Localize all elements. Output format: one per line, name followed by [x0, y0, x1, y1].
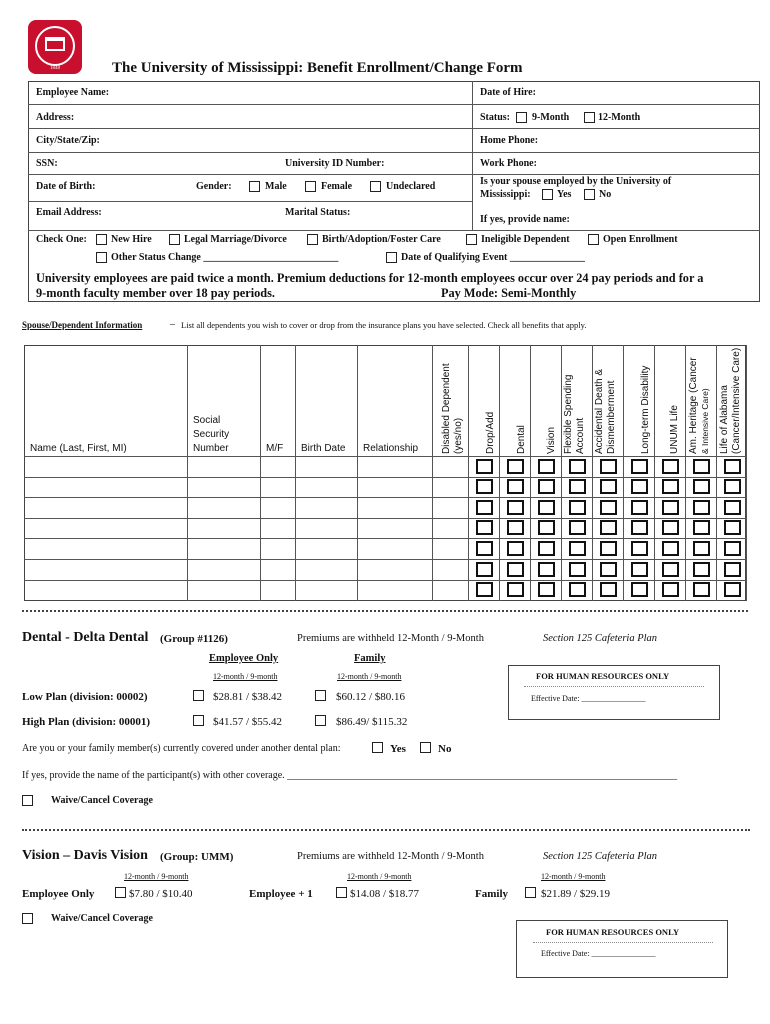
status-label: Status: — [480, 112, 511, 123]
vision-waive-checkbox[interactable] — [22, 913, 33, 924]
spouse-question-line1: Is your spouse employed by the University of — [480, 176, 672, 187]
benefit-checkbox[interactable] — [662, 582, 679, 597]
col-fsa-header-2: Account — [575, 417, 586, 454]
table-row-line — [24, 497, 746, 498]
col-ssn-header-2: Security — [193, 429, 230, 440]
table-col-line — [654, 345, 655, 601]
dental-hr-title: FOR HUMAN RESOURCES ONLY — [536, 671, 670, 681]
date-of-birth-label: Date of Birth: — [36, 181, 96, 192]
dental-group: (Group #1126) — [160, 633, 228, 645]
benefit-checkbox[interactable] — [724, 562, 741, 577]
benefit-checkbox[interactable] — [631, 582, 648, 597]
col-disabled-header-1: Disabled Dependent — [441, 363, 452, 454]
table-row-line — [24, 518, 746, 519]
pay-info-line1: University employees are paid twice a month. Premium deductions for 12-month employees occur over 24 pay periods and for a — [36, 271, 704, 285]
benefit-checkbox[interactable] — [538, 582, 555, 597]
table-col-line — [716, 345, 717, 601]
benefit-checkbox[interactable] — [693, 479, 710, 494]
benefit-checkbox[interactable] — [600, 541, 617, 556]
col-amh-header-1: Am. Heritage (Cancer — [688, 357, 699, 454]
benefit-checkbox[interactable] — [693, 459, 710, 474]
status-12month-checkbox[interactable] — [584, 112, 595, 123]
benefit-checkbox[interactable] — [631, 459, 648, 474]
benefit-checkbox[interactable] — [631, 479, 648, 494]
benefit-checkbox[interactable] — [662, 562, 679, 577]
col-add-header-2: Dismemberment — [606, 380, 617, 454]
benefit-checkbox[interactable] — [693, 562, 710, 577]
benefit-checkbox[interactable] — [724, 541, 741, 556]
dental-fam-period: 12-month / 9-month — [337, 672, 402, 681]
university-id-label: University ID Number: — [285, 158, 385, 169]
qualifying-event-checkbox[interactable] — [386, 252, 397, 263]
benefit-checkbox[interactable] — [600, 479, 617, 494]
dental-waive-label: Waive/Cancel Coverage — [51, 795, 153, 806]
pay-info-line2: 9-month faculty member over 18 pay periods. — [36, 286, 275, 300]
table-col-line — [530, 345, 531, 601]
benefit-checkbox[interactable] — [507, 459, 524, 474]
col-fsa-header-1: Flexible Spending — [563, 374, 574, 454]
benefit-checkbox[interactable] — [693, 500, 710, 515]
benefit-checkbox[interactable] — [538, 562, 555, 577]
dental-low-fam-price: $60.12 / $80.16 — [336, 691, 406, 703]
dental-high-fam-checkbox[interactable] — [315, 715, 326, 726]
birth-adoption-checkbox[interactable] — [307, 234, 318, 245]
table-col-line — [432, 345, 433, 601]
vision-emp-period: 12-month / 9-month — [124, 872, 189, 881]
vision-emp-price: $7.80 / $10.40 — [129, 888, 193, 900]
university-seal-logo — [28, 20, 82, 74]
benefit-checkbox[interactable] — [724, 479, 741, 494]
form-title: The University of Mississippi: Benefit Enrollment/Change Form — [112, 60, 523, 76]
benefit-checkbox[interactable] — [693, 582, 710, 597]
gender-female-checkbox[interactable] — [305, 181, 316, 192]
benefit-checkbox[interactable] — [600, 459, 617, 474]
email-label: Email Address: — [36, 207, 102, 218]
dental-low-fam-checkbox[interactable] — [315, 690, 326, 701]
table-col-line — [685, 345, 686, 601]
dental-high-fam-price: $86.49/ $115.32 — [336, 716, 408, 728]
spouse-name-label: If yes, provide name: — [480, 214, 570, 225]
benefit-checkbox[interactable] — [569, 479, 586, 494]
status-12month-label: 12-Month — [598, 112, 641, 123]
benefit-checkbox[interactable] — [538, 541, 555, 556]
table-col-line — [260, 345, 261, 601]
spouse-yes-checkbox[interactable] — [542, 189, 553, 200]
birth-adoption-label: Birth/Adoption/Foster Care — [322, 234, 441, 245]
table-row-line — [24, 580, 746, 581]
table-col-line — [187, 345, 188, 601]
benefit-checkbox[interactable] — [600, 520, 617, 535]
ineligible-dependent-label: Ineligible Dependent — [481, 234, 570, 245]
spouse-yes-label: Yes — [557, 189, 572, 200]
benefit-checkbox[interactable] — [631, 562, 648, 577]
qualifying-event-label[interactable]: Date of Qualifying Event _______________ — [401, 252, 585, 263]
spouse-question-line2: Mississippi: — [480, 189, 531, 200]
col-vision-header: Vision — [546, 426, 557, 454]
work-phone-label: Work Phone: — [480, 158, 537, 169]
col-ssn-header-1: Social — [193, 415, 221, 426]
col-amh-header-2: & Intensive Care) — [700, 388, 710, 454]
benefit-checkbox[interactable] — [724, 459, 741, 474]
gender-undeclared-label: Undeclared — [386, 181, 436, 192]
col-add-header-1: Accidental Death & — [594, 368, 605, 454]
benefit-checkbox[interactable] — [569, 541, 586, 556]
benefit-checkbox[interactable] — [600, 500, 617, 515]
dependent-heading-dash: – — [170, 319, 175, 330]
benefit-checkbox[interactable] — [662, 459, 679, 474]
other-status-checkbox[interactable] — [96, 252, 107, 263]
dependent-instructions: List all dependents you wish to cover or drop from the insurance plans you have selected. Check all benefits that apply. — [181, 320, 587, 330]
dental-effective-date[interactable]: Effective Date: ________________ — [531, 694, 646, 703]
table-col-line — [561, 345, 562, 601]
col-birth-header: Birth Date — [301, 443, 346, 454]
benefit-checkbox[interactable] — [631, 520, 648, 535]
gender-undeclared-checkbox[interactable] — [370, 181, 381, 192]
table-col-line — [295, 345, 296, 601]
benefit-checkbox[interactable] — [724, 582, 741, 597]
dental-other-no-label: No — [438, 743, 452, 755]
benefit-checkbox[interactable] — [693, 541, 710, 556]
benefit-checkbox[interactable] — [476, 459, 493, 474]
employee-name-label: Employee Name: — [36, 87, 110, 98]
benefit-checkbox[interactable] — [662, 520, 679, 535]
table-col-line — [357, 345, 358, 601]
vision-title: Vision – Davis Vision — [22, 848, 148, 863]
benefit-checkbox[interactable] — [662, 500, 679, 515]
benefit-checkbox[interactable] — [476, 520, 493, 535]
benefit-checkbox[interactable] — [476, 500, 493, 515]
benefit-checkbox[interactable] — [569, 520, 586, 535]
legal-marriage-label: Legal Marriage/Divorce — [184, 234, 287, 245]
dental-family-header: Family — [354, 653, 386, 664]
benefit-checkbox[interactable] — [476, 541, 493, 556]
pay-mode: Pay Mode: Semi-Monthly — [441, 286, 577, 300]
dental-low-emp-checkbox[interactable] — [193, 690, 204, 701]
benefit-checkbox[interactable] — [476, 562, 493, 577]
vision-employee-only-label: Employee Only — [22, 888, 95, 900]
vision-family-label: Family — [475, 888, 508, 900]
status-9month-checkbox[interactable] — [516, 112, 527, 123]
benefit-checkbox[interactable] — [507, 582, 524, 597]
col-ltd-header: Long-term Disability — [640, 365, 651, 454]
dental-title: Dental - Delta Dental — [22, 630, 149, 645]
benefit-checkbox[interactable] — [476, 479, 493, 494]
table-row-line — [24, 559, 746, 560]
table-col-line — [592, 345, 593, 601]
vision-family-checkbox[interactable] — [525, 887, 536, 898]
benefit-checkbox[interactable] — [569, 500, 586, 515]
vision-plus1-label: Employee + 1 — [249, 888, 313, 900]
vision-family-price: $21.89 / $29.19 — [541, 888, 611, 900]
col-dental-header: Dental — [516, 425, 527, 454]
col-mf-header: M/F — [266, 443, 284, 454]
dental-other-no-checkbox[interactable] — [420, 742, 431, 753]
vision-premiums: Premiums are withheld 12-Month / 9-Month — [297, 851, 484, 862]
benefit-checkbox[interactable] — [662, 479, 679, 494]
dental-high-emp-price: $41.57 / $55.42 — [213, 716, 283, 728]
col-disabled-header-2: (yes/no) — [453, 417, 464, 454]
vision-family-period: 12-month / 9-month — [541, 872, 606, 881]
vision-plus1-price: $14.08 / $18.77 — [350, 888, 420, 900]
table-col-line — [623, 345, 624, 601]
benefit-checkbox[interactable] — [538, 459, 555, 474]
benefit-checkbox[interactable] — [569, 582, 586, 597]
section-separator-2 — [22, 829, 750, 831]
col-name-header: Name (Last, First, MI) — [30, 443, 127, 454]
benefit-checkbox[interactable] — [507, 562, 524, 577]
vision-section125: Section 125 Cafeteria Plan — [543, 851, 658, 862]
dental-other-yes-checkbox[interactable] — [372, 742, 383, 753]
benefit-checkbox[interactable] — [600, 562, 617, 577]
table-col-line — [468, 345, 469, 601]
ssn-label: SSN: — [36, 158, 58, 169]
benefit-checkbox[interactable] — [600, 582, 617, 597]
benefit-checkbox[interactable] — [507, 520, 524, 535]
benefit-checkbox[interactable] — [507, 541, 524, 556]
gender-male-label: Male — [265, 181, 287, 192]
benefit-checkbox[interactable] — [724, 500, 741, 515]
benefit-checkbox[interactable] — [538, 479, 555, 494]
benefit-checkbox[interactable] — [507, 500, 524, 515]
spouse-no-checkbox[interactable] — [584, 189, 595, 200]
benefit-checkbox[interactable] — [569, 562, 586, 577]
dental-section125: Section 125 Cafeteria Plan — [543, 633, 658, 644]
vision-plus1-period: 12-month / 9-month — [347, 872, 412, 881]
new-hire-label: New Hire — [111, 234, 152, 245]
col-ssn-header-3: Number — [193, 443, 229, 454]
col-unum-header: UNUM Life — [669, 405, 680, 454]
dental-other-participant-line[interactable]: If yes, provide the name of the participant(s) with other coverage. ______________________________________________________________________________ — [22, 770, 678, 781]
gender-female-label: Female — [321, 181, 353, 192]
col-drop-add-header: Drop/Add — [485, 411, 496, 454]
benefit-checkbox[interactable] — [631, 541, 648, 556]
vision-group: (Group: UMM) — [160, 851, 234, 863]
col-loa-header-1: Life of Alabama — [719, 385, 730, 454]
dependent-heading: Spouse/Dependent Information — [22, 320, 143, 330]
address-label: Address: — [36, 112, 75, 123]
dental-low-emp-price: $28.81 / $38.42 — [213, 691, 283, 703]
date-of-hire-label: Date of Hire: — [480, 87, 536, 98]
dental-low-plan-label: Low Plan (division: 00002) — [22, 691, 148, 703]
benefit-checkbox[interactable] — [693, 520, 710, 535]
benefit-checkbox[interactable] — [631, 500, 648, 515]
dental-waive-checkbox[interactable] — [22, 795, 33, 806]
benefit-checkbox[interactable] — [507, 479, 524, 494]
gender-male-checkbox[interactable] — [249, 181, 260, 192]
open-enrollment-label: Open Enrollment — [603, 234, 678, 245]
dental-high-plan-label: High Plan (division: 00001) — [22, 716, 151, 728]
benefit-checkbox[interactable] — [724, 520, 741, 535]
benefit-checkbox[interactable] — [538, 500, 555, 515]
new-hire-checkbox[interactable] — [96, 234, 107, 245]
dental-other-coverage-question: Are you or your family member(s) currently covered under another dental plan: — [22, 743, 341, 754]
benefit-checkbox[interactable] — [569, 459, 586, 474]
vision-waive-label: Waive/Cancel Coverage — [51, 913, 153, 924]
status-9month-label: 9-Month — [532, 112, 570, 123]
gender-label: Gender: — [196, 181, 232, 192]
benefit-checkbox[interactable] — [538, 520, 555, 535]
dental-premiums: Premiums are withheld 12-Month / 9-Month — [297, 633, 484, 644]
vision-plus1-checkbox[interactable] — [336, 887, 347, 898]
check-one-label: Check One: — [36, 234, 87, 245]
benefit-checkbox[interactable] — [662, 541, 679, 556]
vision-effective-date[interactable]: Effective Date: ________________ — [541, 949, 656, 958]
open-enrollment-checkbox[interactable] — [588, 234, 599, 245]
vision-hr-title: FOR HUMAN RESOURCES ONLY — [546, 927, 680, 937]
dental-employee-only-header: Employee Only — [209, 653, 279, 664]
table-col-line — [746, 345, 747, 601]
benefit-checkbox[interactable] — [476, 582, 493, 597]
seal-year: 1848 — [50, 66, 60, 71]
table-row-line — [24, 477, 746, 478]
city-state-zip-label: City/State/Zip: — [36, 135, 100, 146]
dental-emp-period: 12-month / 9-month — [213, 672, 278, 681]
col-loa-header-2: (Cancer/Intensive Care) — [731, 347, 742, 454]
lyceum-building-icon — [45, 37, 65, 51]
legal-marriage-checkbox[interactable] — [169, 234, 180, 245]
table-col-line — [499, 345, 500, 601]
col-relationship-header: Relationship — [363, 443, 419, 454]
home-phone-label: Home Phone: — [480, 135, 539, 146]
dental-other-yes-label: Yes — [390, 743, 406, 755]
dental-high-emp-checkbox[interactable] — [193, 715, 204, 726]
table-header-line — [24, 456, 746, 457]
spouse-no-label: No — [599, 189, 612, 200]
marital-status-label: Marital Status: — [285, 207, 351, 218]
ineligible-dependent-checkbox[interactable] — [466, 234, 477, 245]
other-status-label[interactable]: Other Status Change ___________________________ — [111, 252, 339, 263]
table-row-line — [24, 538, 746, 539]
vision-emp-checkbox[interactable] — [115, 887, 126, 898]
section-separator — [22, 610, 748, 612]
